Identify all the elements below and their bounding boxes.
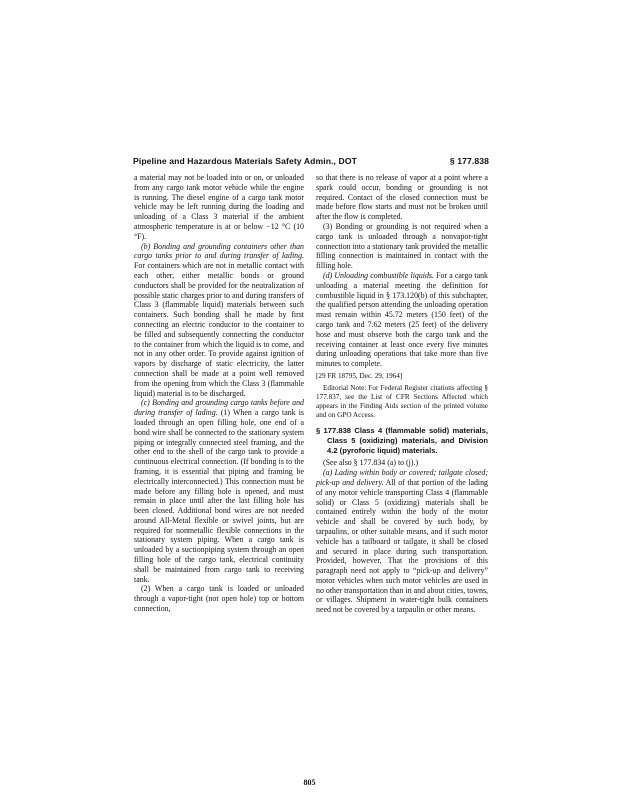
running-header	[133, 156, 489, 170]
paragraph-body: (1) When a cargo tank is loaded through an open filling hole, one end of a bond wire shall be connected to the stationary system piping or integrally connected steel framing, and the other end to the shell of the cargo tank to provide a continuous electrical connection. (If bonding is to the framing, it is essential that piping and framing be electrically interconnected.) This connection must be made before any filling hole is opened, and must remain in place until after the last filling hole has been closed. Additional bond wires are not needed around All-Metal flexible or swivel joints, but are required for nonmetallic flexible connections in the stationary system piping. When a cargo tank is unloaded by a suctionpiping system through an open filling hole of the cargo tank, electrical continuity shall be maintained from cargo tank to receiving tank.	[134, 408, 305, 584]
paragraph: a material may not be loaded into or on, or unloaded from any cargo tank motor vehicle while the engine is running. The diesel engine of a cargo tank motor vehicle may be left running during the loading and unloading of a Class 3 material if the ambient atmospheric temperature is at or below −12 °C (10 °F).	[134, 173, 304, 241]
paragraph	[134, 242, 304, 399]
paragraph-heading: (b) Bonding and grounding containers other than cargo tanks prior to and during transfer of lading.	[134, 241, 304, 261]
paragraph: (2) When a cargo tank is loaded or unloaded through a vapor-tight (not open hole) top or bottom connection,	[134, 584, 304, 614]
editorial-note: Editorial Note: For Federal Register citations affecting § 177.837, see the List of CFR Sections Affected which appears in the Finding Aids section of the printed volume and on GPO Access.	[316, 383, 488, 419]
section-heading	[316, 426, 488, 455]
paragraph-heading: (d) Unloading combustible liquids.	[323, 270, 434, 280]
paragraph	[134, 398, 304, 584]
header-section-number: § 177.838	[449, 156, 489, 166]
left-column	[134, 173, 304, 614]
paragraph: so that there is no release of vapor at a point where a spark could occur, bonding or grounding is not required. Contact of the closed connection must be made before flow starts and must not be broken until after the flow is completed.	[316, 173, 488, 222]
paragraph-body: For a cargo tank unloading a material meeting the definition for combustible liquid in § 173.120(b) of this subchapter, the qualified person attending the unloading operation must remain within 45.72 meters (150 feet) of the cargo tank and 7.62 meters (25 feet) of the delivery hose and must observe both the cargo tank and the receiving container at least once every five minutes during unloading operations that take more than five minutes to complete.	[316, 270, 488, 369]
right-column	[316, 173, 488, 615]
paragraph-body: All of that portion of the lading of any motor vehicle transporting Class 4 (flammable solid) or Class 5 (oxidizing) materials shall be contained entirely within the body of the motor vehicle and shall be covered by such body, by tarpaulins, or other suitable means, and if such motor vehicle has a tailboard or tailgate, it shall be closed and secured in place during such transportation. Provided, however, That the provisions of this paragraph need not apply to “pick-up and delivery” motor vehicles when such motor vehicles are used in no other transportation than in and about cities, towns, or villages. Shipment in water-tight bulk containers need not be covered by a tarpaulin or other means.	[316, 477, 489, 615]
paragraph-heading: (c) Bonding and grounding cargo tanks before and during transfer of lading.	[134, 398, 304, 418]
citation: [29 FR 18795, Dec. 29, 1964]	[316, 371, 403, 380]
paragraph	[316, 468, 488, 615]
header-title: Pipeline and Hazardous Materials Safety Admin., DOT	[133, 156, 357, 166]
section-title: § 177.838 Class 4 (flammable solid) materials, Class 5 (oxidizing) materials, and Division 4.2 (pyroforic liquid) materials.	[316, 425, 488, 455]
paragraph	[316, 271, 488, 369]
paragraph-heading: (a) Lading within body or covered; tailgate closed; pick-up and delivery.	[316, 468, 488, 487]
paragraph: (3) Bonding or grounding is not required when a cargo tank is unloaded through a nonvapor-tight connection into a stationary tank provided the metallic filling connection is maintained in contact with the filling hole.	[316, 221, 489, 271]
paragraph-body: For containers which are not in metallic contact with each other, either metallic bonds or ground conductors shall be provided for the neutralization of possible static charges prior to and during transfers of Class 3 (flammable liquid) materials between such containers. Such bonding shall be made by first connecting an electric conductor to the container to be filled and subsequently connecting the conductor to the container from which the liquid is to come, and not in any other order. To provide against ignition of vapors by discharge of static electricity, the latter connection shall be made at a point well removed from the opening from which the Class 3 (flammable liquid) material is to be discharged.	[134, 261, 304, 398]
see-also: (See also § 177.834 (a) to (j).)	[323, 458, 419, 468]
page-number: 805	[303, 778, 316, 787]
